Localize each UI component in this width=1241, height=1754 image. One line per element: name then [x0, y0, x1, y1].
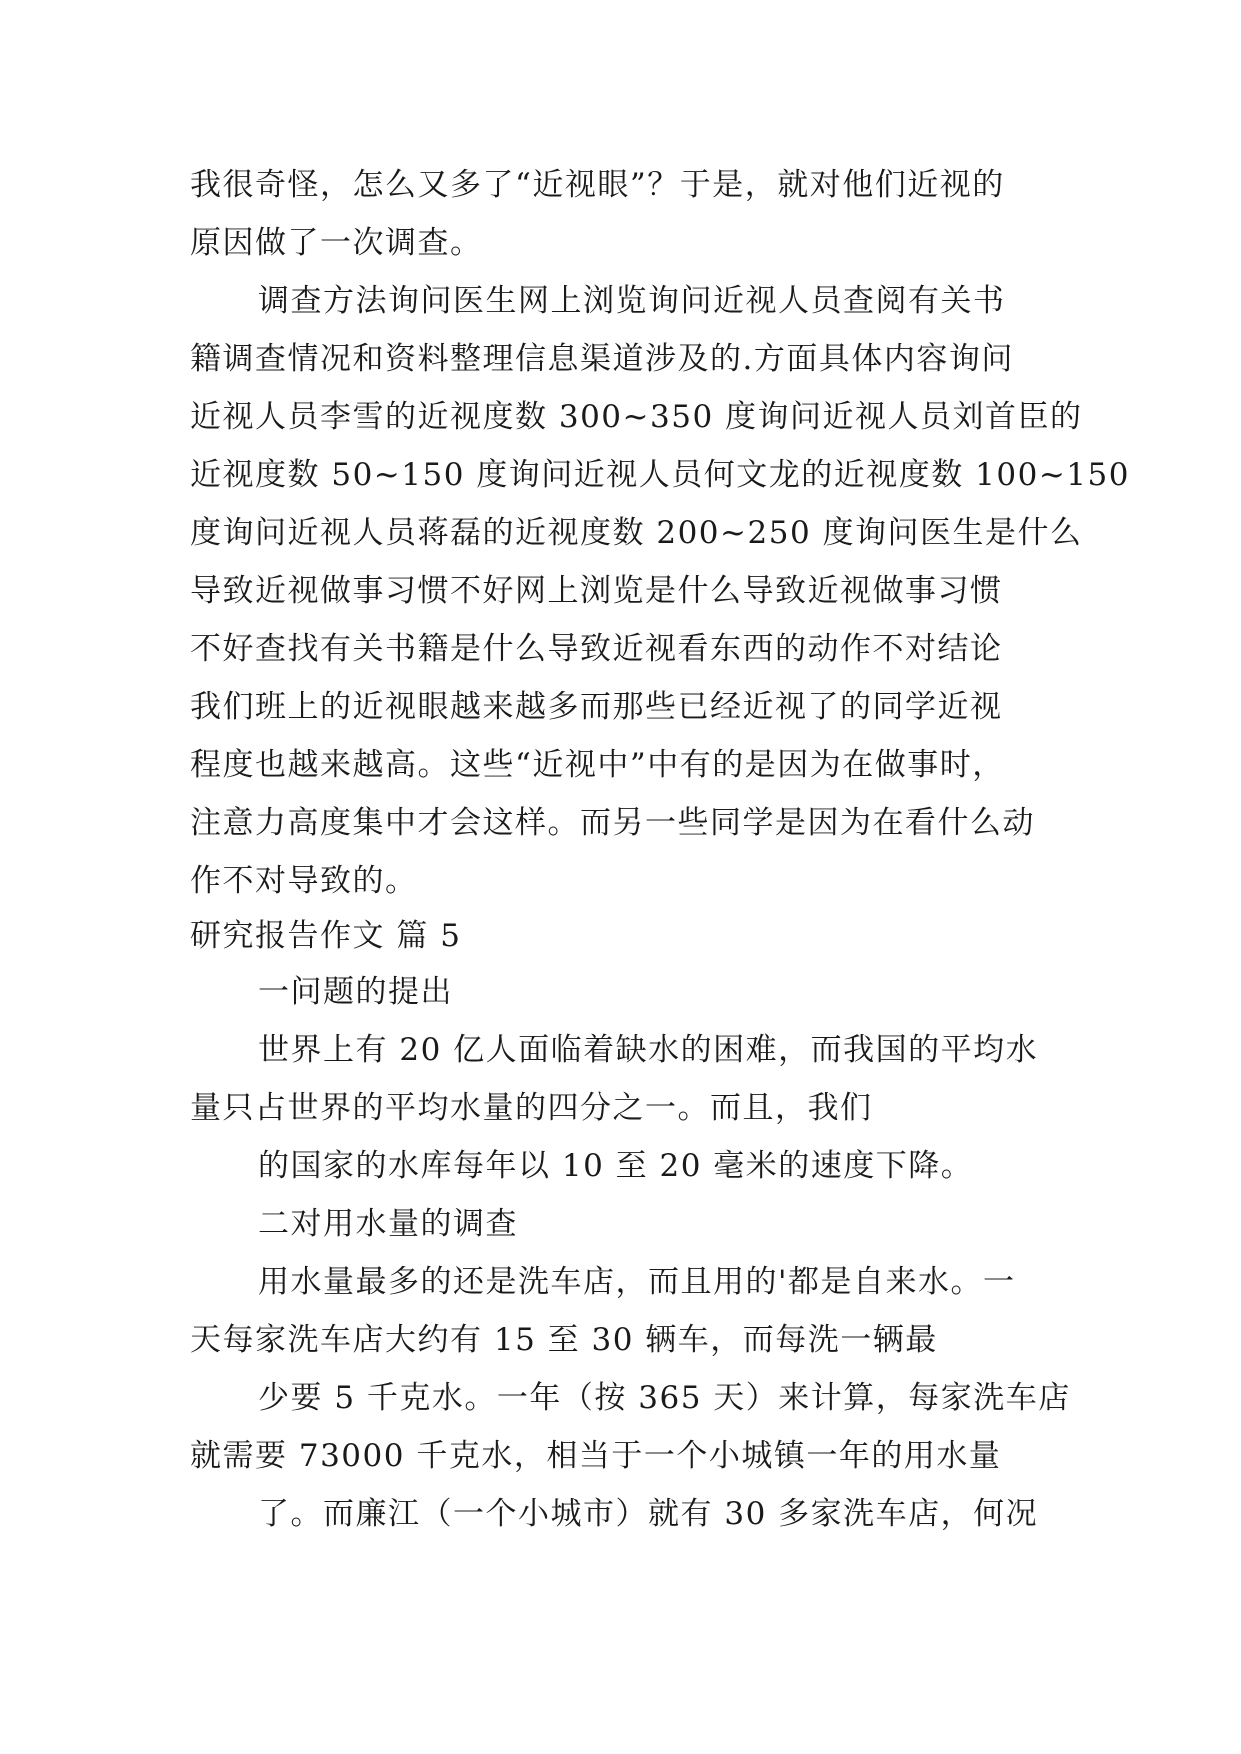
text-line: 世界上有 20 亿人面临着缺水的困难，而我国的平均水: [258, 1032, 1039, 1068]
text-line: 近视度数 50~150 度询问近视人员何文龙的近视度数 100~150: [190, 457, 1130, 493]
text-line: 籍调查情况和资料整理信息渠道涉及的.方面具体内容询问: [190, 341, 1014, 377]
text-line: 我很奇怪，怎么又多了“近视眼”？于是，就对他们近视的: [190, 167, 1005, 203]
text-line: 一问题的提出: [258, 974, 453, 1010]
text-line: 度询问近视人员蒋磊的近视度数 200~250 度询问医生是什么: [190, 515, 1083, 551]
text-line: 程度也越来越高。这些“近视中”中有的是因为在做事时，: [190, 747, 1005, 783]
text-line: 导致近视做事习惯不好网上浏览是什么导致近视做事习惯: [190, 573, 1003, 609]
text-line: 用水量最多的还是洗车店，而且用的'都是自来水。一: [258, 1264, 1016, 1300]
text-line: 天每家洗车店大约有 15 至 30 辆车，而每洗一辆最: [190, 1322, 938, 1358]
text-line: 调查方法询问医生网上浏览询问近视人员查阅有关书: [258, 283, 1006, 319]
text-line: 二对用水量的调查: [258, 1206, 518, 1242]
text-line: 近视人员李雪的近视度数 300~350 度询问近视人员刘首臣的: [190, 399, 1083, 435]
text-line: 原因做了一次调查。: [190, 225, 483, 261]
text-line: 的国家的水库每年以 10 至 20 毫米的速度下降。: [258, 1148, 974, 1184]
text-line: 不好查找有关书籍是什么导致近视看东西的动作不对结论: [190, 631, 1003, 667]
text-line: 就需要 73000 千克水，相当于一个小城镇一年的用水量: [190, 1438, 1002, 1474]
text-line: 我们班上的近视眼越来越多而那些已经近视了的同学近视: [190, 689, 1003, 725]
text-line: 作不对导致的。: [190, 863, 418, 899]
text-line: 了。而廉江（一个小城市）就有 30 多家洗车店，何况: [258, 1496, 1039, 1532]
text-line: 少要 5 千克水。一年（按 365 天）来计算，每家洗车店: [258, 1380, 1071, 1416]
text-line: 量只占世界的平均水量的四分之一。而且，我们: [190, 1090, 873, 1126]
text-line: 注意力高度集中才会这样。而另一些同学是因为在看什么动: [190, 805, 1035, 841]
section-heading: 研究报告作文 篇 5: [190, 918, 462, 954]
